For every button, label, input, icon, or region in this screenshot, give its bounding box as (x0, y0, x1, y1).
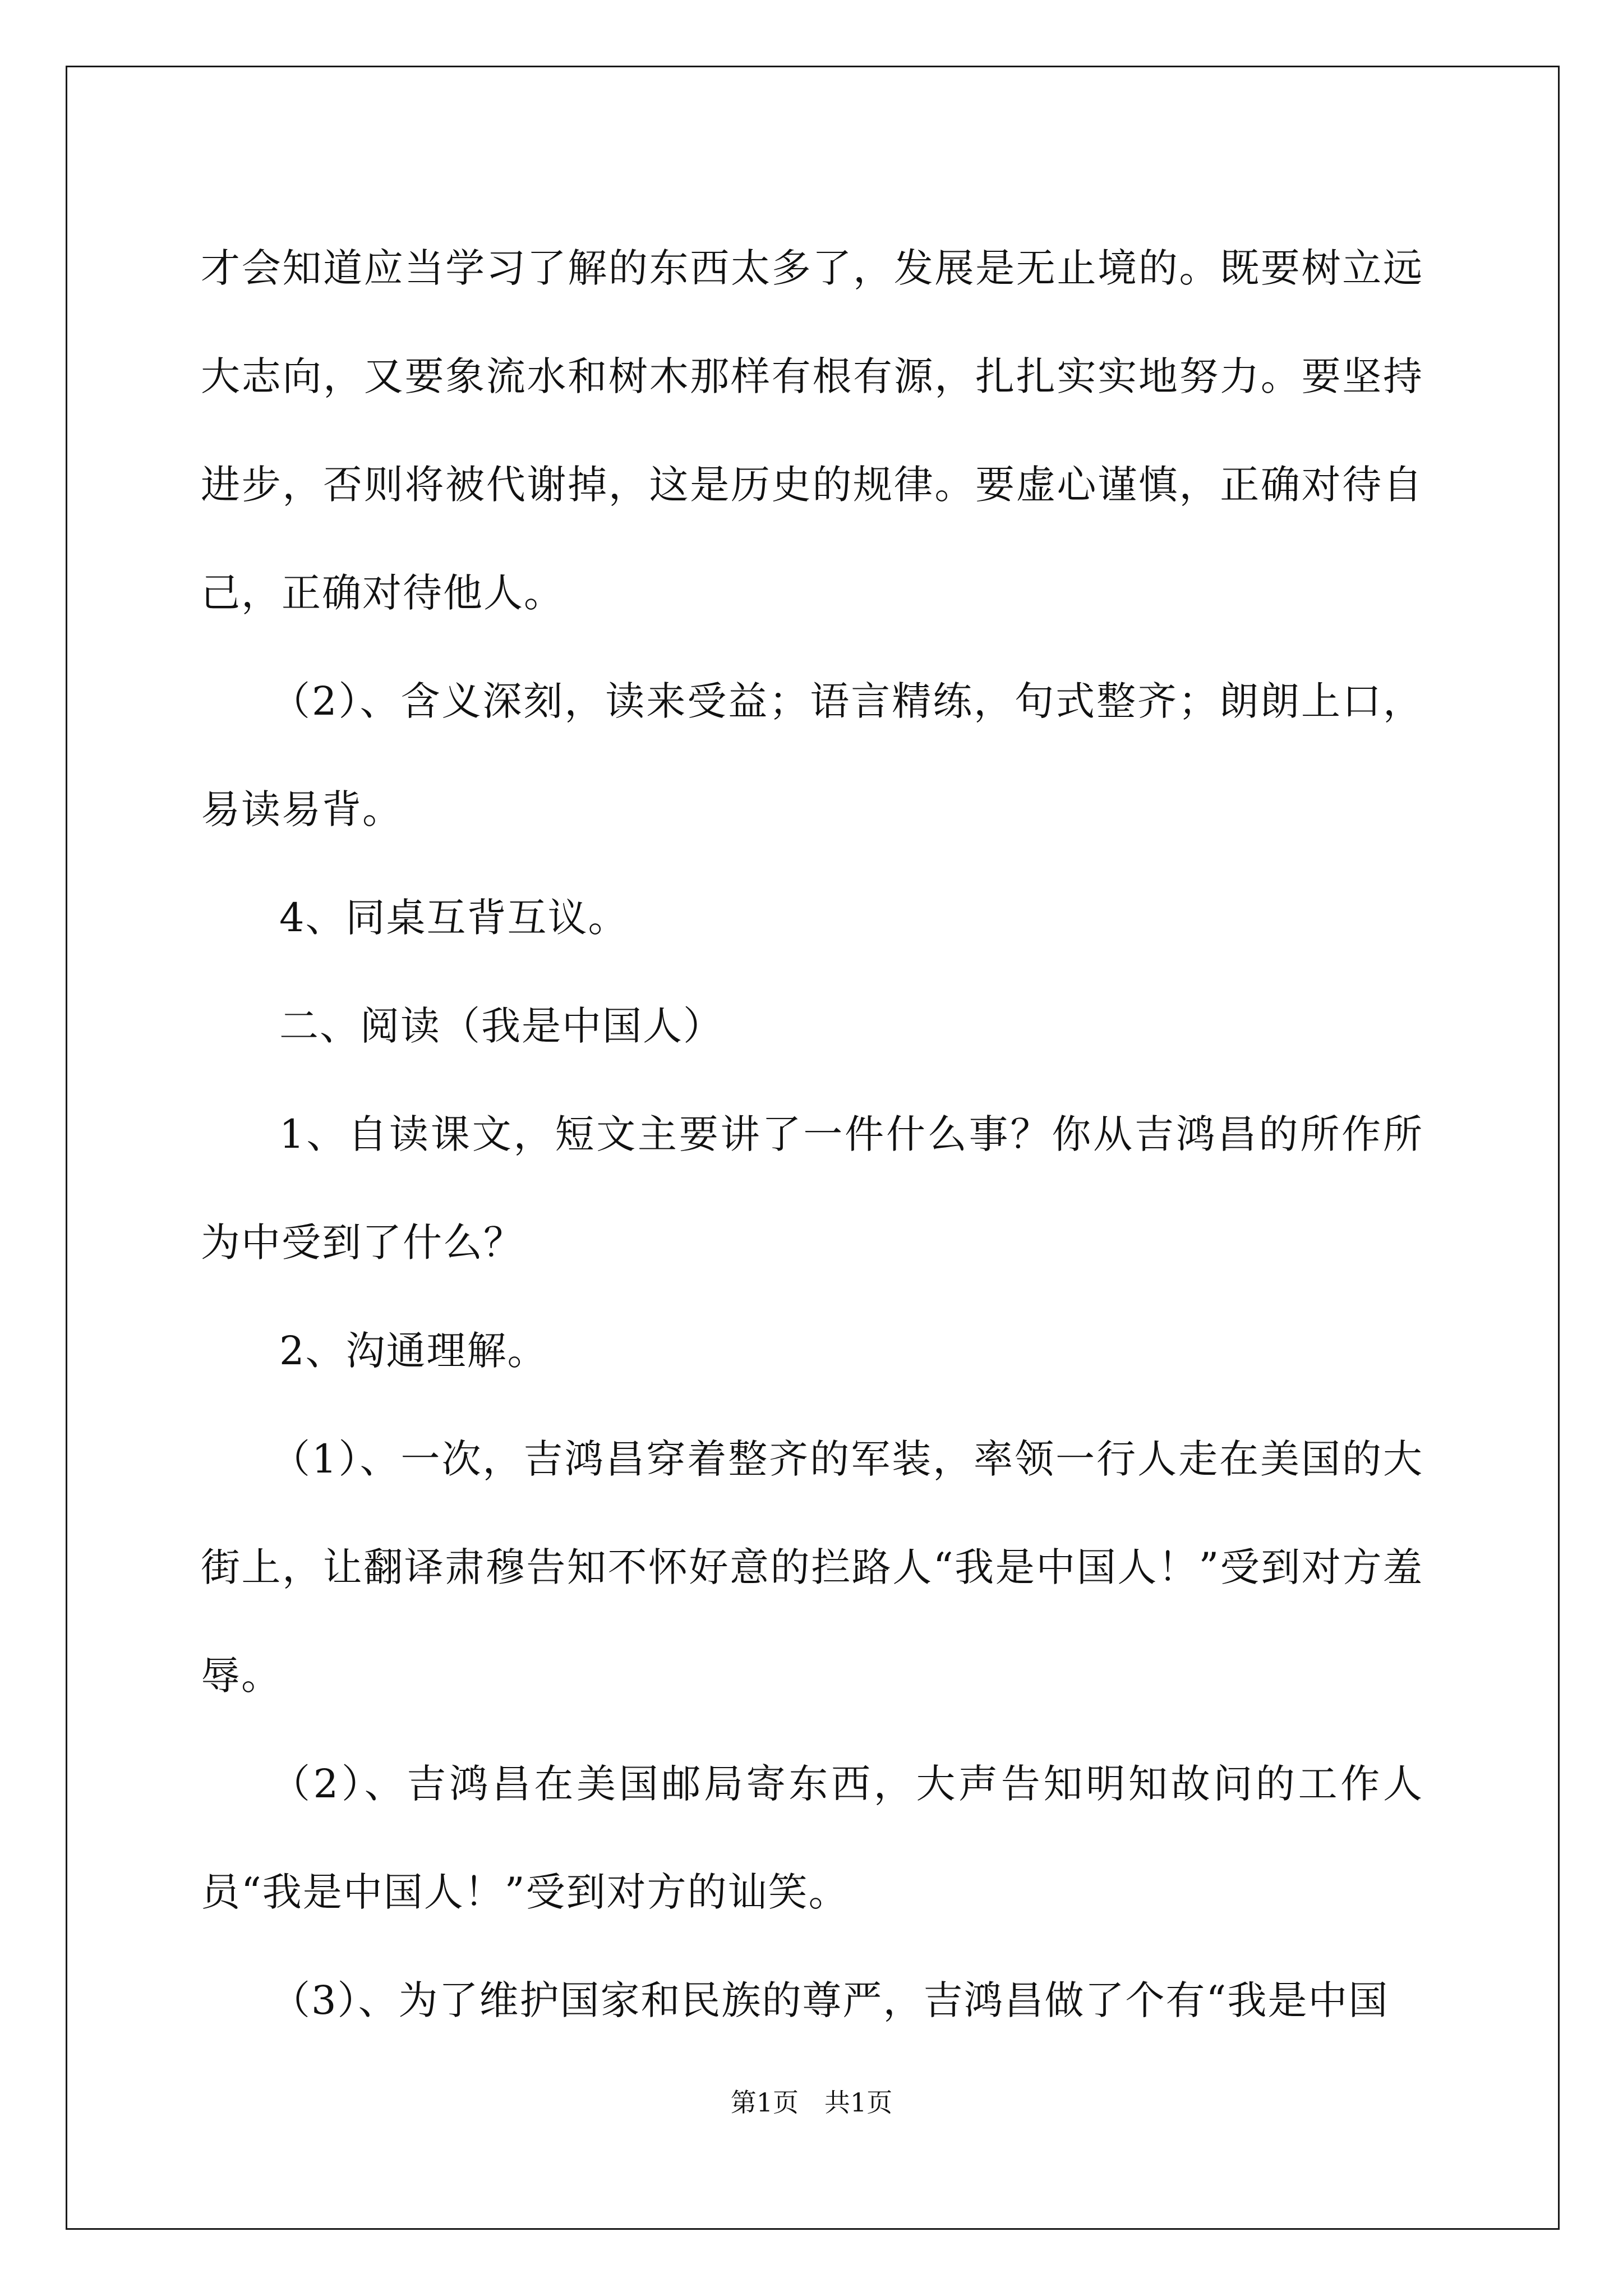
paragraph-6: 2、沟通理解。 (279, 1328, 548, 1374)
paragraph-5: 1、自读课文，短文主要讲了一件什么事？你从吉鸿昌的所作所为中受到了什么？ (201, 1111, 1423, 1266)
paragraph-2: （2）、含义深刻，读来受益；语言精练，句式整齐；朗朗上口，易读易背。 (201, 678, 1423, 832)
paragraph-7: （1）、一次，吉鸿昌穿着整齐的军装，率领一行人走在美国的大街上，让翻译肃穆告知不怀好意的拦路人“我是中国人！”受到对方羞辱。 (201, 1436, 1423, 1699)
paragraph-8: （2）、吉鸿昌在美国邮局寄东西，大声告知明知故问的工作人员“我是中国人！”受到对方的讪笑。 (201, 1761, 1423, 1915)
paragraph-3: 4、同桌互背互议。 (279, 895, 629, 941)
paragraph-1: 才会知道应当学习了解的东西太多了，发展是无止境的。既要树立远大志向，又要象流水和树木那样有根有源，扎扎实实地努力。要坚持进步，否则将被代谢掉，这是历史的规律。要虚心谨慎，正确对待自己，正确对待他人。 (201, 245, 1423, 616)
paragraph-9: （3）、为了维护国家和民族的尊严，吉鸿昌做了个有“我是中国 (271, 1977, 1389, 2023)
document-body (201, 214, 1423, 2055)
page-footer: 第1页 共1页 (730, 2087, 893, 2118)
paragraph-4: 二、阅读（我是中国人） (279, 1003, 723, 1049)
